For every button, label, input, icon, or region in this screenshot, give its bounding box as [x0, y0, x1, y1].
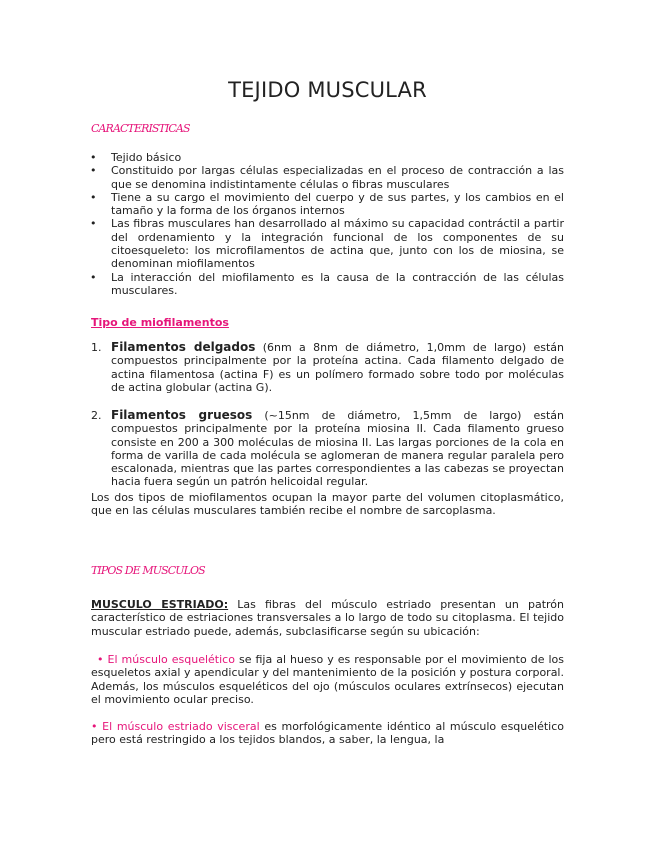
list-text: (6nm a 8nm de diámetro, 1,0mm de largo) están compuestos principalmente por la proteína actina. Cada filamento delgado de actina filamentosa (actina F) es un polímero formado sobre todo por moléculas de actina globular (actina G). — [111, 341, 564, 394]
list-text: (~15nm de diámetro, 1,5mm de largo) están compuestos principalmente por la proteína miosina II. Cada filamento grueso consiste en 200 a 300 moléculas de miosina II. Las largas porciones de la cola en forma de varilla de cada molécula se aglomeran de manera regular paralela pero escalonada, mientras que las partes correspondientes a las cabezas se proyectan hacia fuera según un patrón helicoidal regular. — [111, 409, 564, 489]
visceral-text: es morfológicamente idéntico al músculo esquelético pero está restringido a los tejidos blandos, a saber, la lengua, la — [91, 720, 564, 747]
list-term: Filamentos delgados — [111, 340, 256, 354]
miofilamentos-heading: Tipo de miofilamentos — [91, 316, 229, 329]
caracteristicas-list — [91, 151, 564, 297]
list-item: • Tejido básico — [91, 151, 564, 164]
list-item — [91, 409, 564, 489]
estriado-text: Las fibras del músculo estriado presentan un patrón característico de estriaciones transversales a lo largo de todo su citoplasma. El tejido muscular estriado puede, además, subclasificarse según su ubicación: — [91, 598, 564, 638]
estriado-label: MUSCULO ESTRIADO: — [91, 598, 229, 611]
esqueletico-text: se fija al hueso y es responsable por el movimiento de los esqueletos axial y apendicular y del mantenimiento de la posición y postura corporal. Además, los músculos esqueléticos del ojo (músculos oculares extrínsecos) ejecutan el movimiento ocular preciso. — [91, 653, 564, 706]
page-title: TEJIDO MUSCULAR — [228, 78, 427, 102]
list-item: • Tiene a su cargo el movimiento del cuerpo y de sus partes, y los cambios en el tamaño y la forma de los órganos internos — [91, 191, 564, 218]
caracteristicas-heading: CARACTERISTICAS — [91, 122, 190, 135]
list-term: Filamentos gruesos — [111, 408, 253, 422]
list-number: 1. — [91, 341, 102, 354]
miofilamentos-closing: Los dos tipos de miofilamentos ocupan la mayor parte del volumen citoplasmático, que en las células musculares también recibe el nombre de sarcoplasma. — [91, 491, 564, 518]
tipos-heading: TIPOS DE MUSCULOS — [91, 564, 205, 577]
list-item — [91, 341, 564, 394]
list-number: 2. — [91, 409, 102, 422]
list-item: • Las fibras musculares han desarrollado al máximo su capacidad contráctil a partir del ordenamiento y la integración funcional de los componentes de su citoesqueleto: los microfilamentos de actina que, junto con los de miosina, se denominan miofilamentos — [91, 217, 564, 270]
esqueletico-label: • El músculo esquelético — [97, 653, 235, 666]
visceral-label: • El músculo estriado visceral — [91, 720, 260, 733]
estriado-paragraph — [91, 598, 564, 638]
esqueletico-paragraph — [91, 653, 564, 706]
miofilamentos-list-1 — [91, 341, 564, 394]
visceral-paragraph — [91, 720, 564, 747]
list-item: • La interacción del miofilamento es la causa de la contracción de las células musculares. — [91, 271, 564, 298]
list-item: • Constituido por largas células especializadas en el proceso de contracción a las que se denomina indistintamente células o fibras musculares — [91, 164, 564, 191]
miofilamentos-list-2 — [91, 409, 564, 489]
